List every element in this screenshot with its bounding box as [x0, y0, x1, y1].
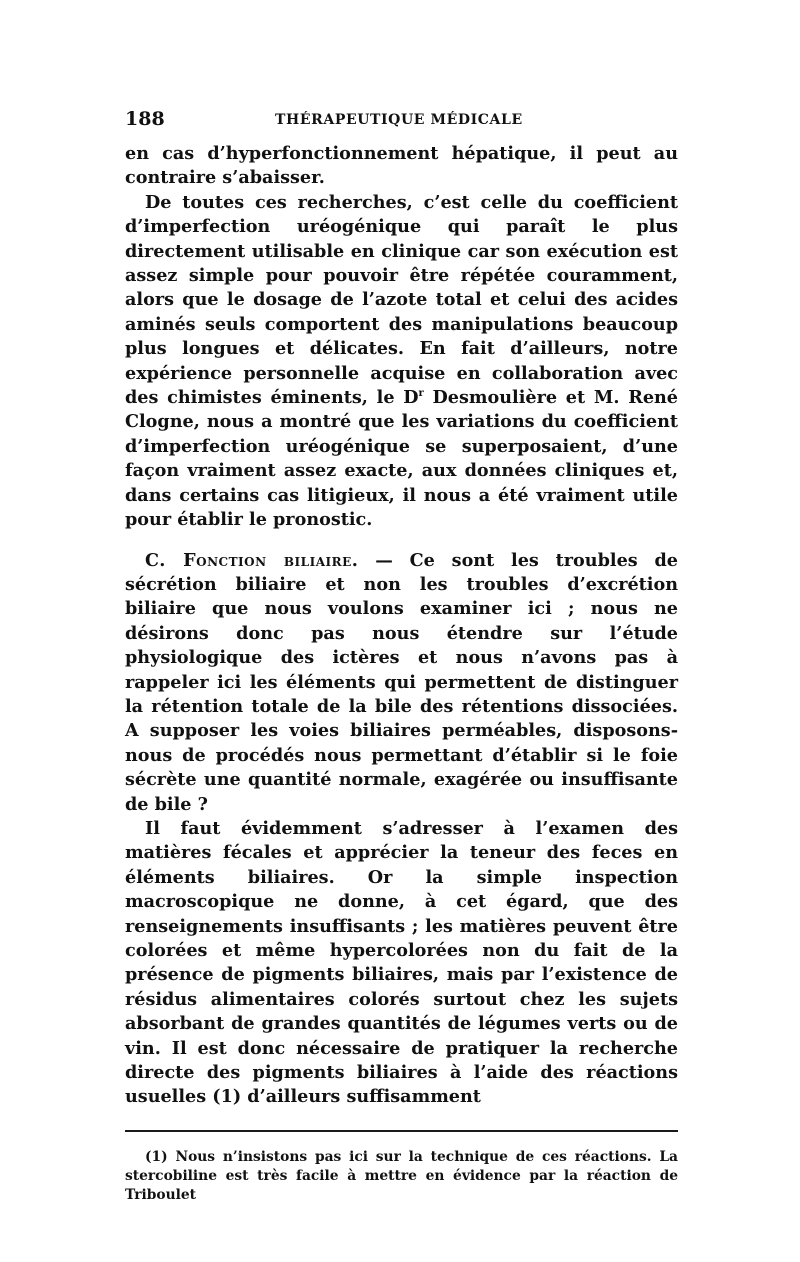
section-heading: C. Fonction biliaire.	[145, 549, 359, 571]
running-head: THÉRAPEUTIQUE MÉDICALE	[275, 112, 523, 128]
section-gap	[125, 533, 678, 549]
footnote-rule	[125, 1130, 678, 1132]
page-header	[125, 108, 678, 142]
paragraph-continuation: en cas d’hyperfonctionnement hépatique, il peut au contraire s’abaisser.	[125, 143, 678, 189]
body-text	[125, 142, 678, 1110]
paragraph-coefficient	[125, 191, 678, 533]
page-number: 188	[125, 108, 165, 130]
paragraph-fecal-exam: Il faut évidemment s’adresser à l’examen des matières fécales et apprécier la teneur des feces en éléments biliaires. Or la simple inspection macroscopique ne donne, à cet égard, que des renseignements insuffisants ; les matières peuvent être colorées et même hypercolorées non du fait de la présence de pigments biliaires, mais par l’existence de résidus alimentaires colorés surtout chez les sujets absorbant de grandes quantités de légumes verts ou de vin. Il est donc nécessaire de pratiquer la recherche directe des pigments biliaires à l’aide des réactions usuelles (1) d’ailleurs suffisamment	[125, 817, 678, 1108]
footnote: (1) Nous n’insistons pas ici sur la technique de ces réactions. La stercobiline est très facile à mettre en évidence par la réaction de Triboulet	[125, 1148, 678, 1203]
doctor-abbrev-superscript: r	[418, 388, 424, 400]
paragraph-coefficient-text-b: Desmoulière et M. René Clogne, nous a montré que les variations du coefficient d’imperfection uréogénique se superposaient, d’une façon vraiment assez exacte, aux données cliniques et, dans certains cas litigieux, il nous a été vraiment utile pour établir le pronostic.	[125, 387, 678, 531]
paragraph-coefficient-text-a: De toutes ces recherches, c’est celle du coefficient d’imperfection uréogénique qui paraît le plus directement utilisable en clinique car son exécution est assez simple pour pouvoir être répétée couramment, alors que le dosage de l’azote total et celui des acides aminés seuls comportent des manipulations beaucoup plus longues et délicates. En fait d’ailleurs, notre expérience personnelle acquise en collaboration avec des chimistes éminents, le D	[125, 191, 678, 409]
paragraph-biliary-function	[125, 549, 678, 817]
paragraph-biliary-text: — Ce sont les troubles de sécrétion biliaire et non les troubles d’excrétion biliaire que nous voulons examiner ici ; nous ne désirons donc pas nous étendre sur l’étude physiologique des ictères et nous n’avons pas à rappeler ici les éléments qui permettent de distinguer la rétention totale de la bile des rétentions dissociées. A supposer les voies biliaires perméables, disposons-nous de procédés nous permettant d’établir si le foie sécrète une quantité normale, exagérée ou insuffisante de bile ?	[125, 549, 678, 815]
book-page	[125, 108, 678, 1219]
